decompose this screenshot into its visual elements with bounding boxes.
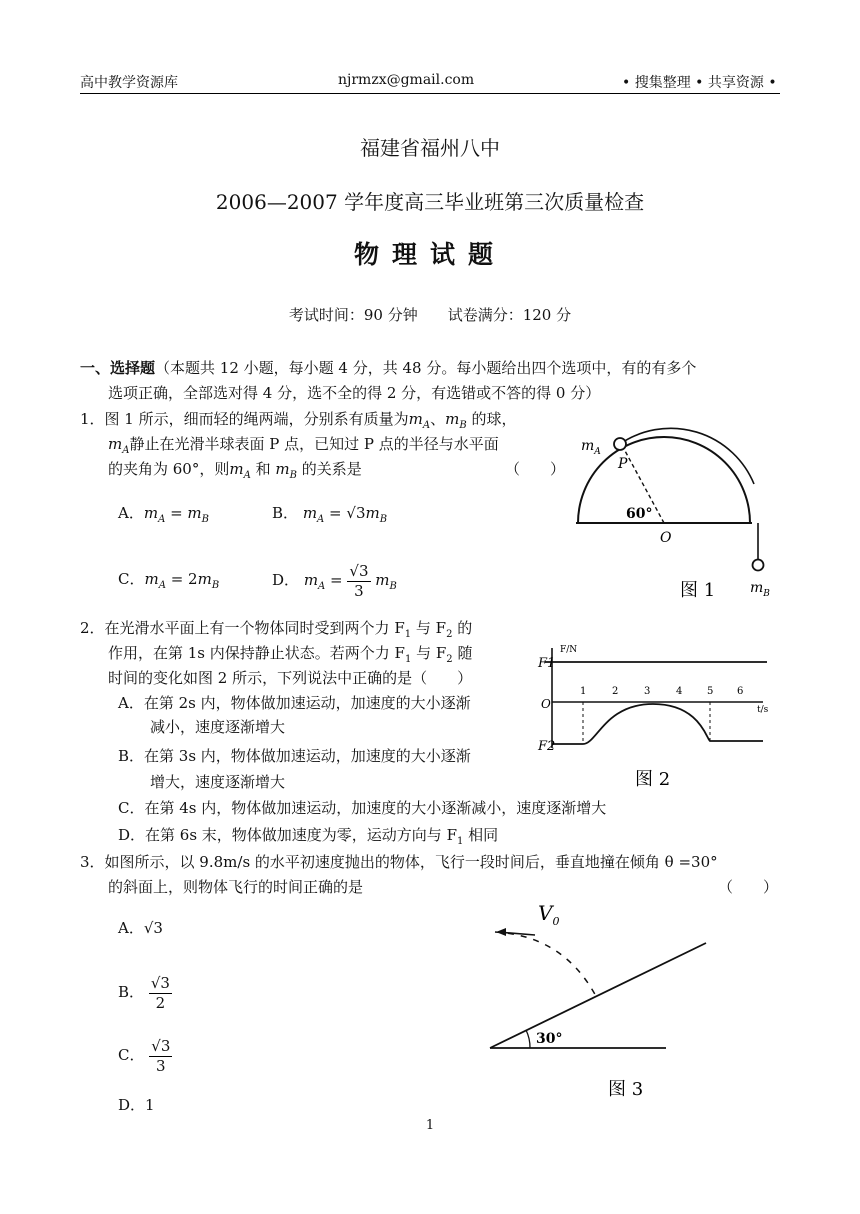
ball-b xyxy=(753,560,764,571)
q1-opt-c-label: C． xyxy=(118,570,145,588)
tick-6: 6 xyxy=(737,686,744,697)
q3-opt-c-label: C． xyxy=(118,1046,145,1064)
label-angle: 60° xyxy=(626,506,653,522)
header-right: • 搜集整理 • 共享资源 • xyxy=(622,75,777,91)
header-email: njrmzx@gmail.com xyxy=(338,72,475,88)
tick-4: 4 xyxy=(676,686,683,697)
q2-option-c: C．在第 4s 内，物体做加速运动，加速度的大小逐渐减小，速度逐渐增大 xyxy=(118,799,607,817)
fraction-sqrt3-over-2: $\frac{√3}{2}$ xyxy=(150,973,170,1012)
label-angle-30: 30° xyxy=(536,1031,563,1047)
q1-opt-d-label: D． xyxy=(272,571,300,589)
q1-opt-a-label: A． xyxy=(118,504,144,522)
figure-3 xyxy=(480,895,720,1105)
label-v0: $V_0$ xyxy=(538,901,560,928)
header-rule xyxy=(80,93,780,94)
angle-arc xyxy=(526,1030,530,1048)
q2-option-a-line2: 减小，速度逐渐增大 xyxy=(150,718,286,736)
q1-line1: 1．图 1 所示，细而轻的绳两端，分别系有质量为$m_A$、$m_B$ 的球， xyxy=(80,410,517,431)
tick-2: 2 xyxy=(612,686,619,697)
label-f1: F1 xyxy=(538,656,556,671)
q1-option-a: A．$m_A = m_B$ xyxy=(118,504,210,525)
q2-text2: 作用，在第 1s 内保持静止状态。若两个力 F xyxy=(108,644,405,662)
q2-line3: 时间的变化如图 2 所示，下列说法中正确的是（ ） xyxy=(108,669,473,687)
label-ma: $m_A$ xyxy=(581,438,601,457)
q3-line2: 的斜面上，则物体飞行的时间正确的是 xyxy=(108,878,364,896)
label-x-axis: t/s xyxy=(757,705,769,715)
section-instructions-line1 xyxy=(80,358,696,378)
hemisphere-outline xyxy=(568,420,578,523)
q3-line1: 3．如图所示，以 9.8m/s 的水平初速度抛出的物体，飞行一段时间后，垂直地撞在倾角 θ =30° xyxy=(80,853,718,871)
header-left: 高中教学资源库 xyxy=(80,75,178,91)
q3-option-d: D．1 xyxy=(118,1096,155,1114)
q3-option-a: A．√3 xyxy=(118,919,163,937)
subject-title: 物理试题 xyxy=(353,240,506,269)
section-heading: 一、选择题 xyxy=(80,359,156,377)
label-p: P xyxy=(618,456,628,472)
q1-option-d: D． $m_A$ = $\frac{√3}{3}$ $m_B$ xyxy=(272,561,397,600)
figure-2 xyxy=(535,640,775,790)
q1-text3b: 的关系是 xyxy=(301,460,362,478)
exam-info: 考试时间：90 分钟 试卷满分：120 分 xyxy=(288,306,572,324)
tick-3: 3 xyxy=(644,686,651,697)
q2-option-a-line1: A．在第 2s 内，物体做加速运动，加速度的大小逐渐 xyxy=(118,694,471,712)
figure-1 xyxy=(568,420,798,600)
label-o: O xyxy=(660,530,672,546)
figure-1-caption: 图 1 xyxy=(680,580,716,600)
ball-a xyxy=(614,438,626,450)
arrow-head xyxy=(496,928,506,936)
q2-option-b-line2: 增大，速度逐渐增大 xyxy=(150,773,286,791)
q1-text1: 1．图 1 所示，细而轻的绳两端，分别系有质量为 xyxy=(80,410,409,428)
fraction-sqrt3-over-3: $\frac{√3}{3}$ xyxy=(349,561,369,600)
tick-1: 1 xyxy=(580,686,587,697)
q1-option-c: C．$m_A = 2m_B$ xyxy=(118,570,220,591)
label-origin: O xyxy=(541,697,551,711)
trajectory xyxy=(495,932,598,1000)
tick-5: 5 xyxy=(707,686,714,697)
q2-opt-d-text: D．在第 6s 末，物体做加速度为零，运动方向与 F xyxy=(118,826,457,844)
q2-line1: 2．在光滑水平面上有一个物体同时受到两个力 $F_1$ 与 $F_2$ 的 xyxy=(80,619,473,640)
q1-text3: 的夹角为 60°，则 xyxy=(108,460,230,478)
q3-opt-a-label: A． xyxy=(118,919,144,937)
q1-answer-bracket: （ ） xyxy=(505,460,566,478)
q1-opt-b-label: B． xyxy=(272,504,299,522)
q1-line3: 的夹角为 60°，则$m_A$ 和 $m_B$ 的关系是 xyxy=(108,460,362,481)
q3-opt-b-label: B． xyxy=(118,983,145,1001)
f2-curve xyxy=(552,704,763,744)
label-f2: F2 xyxy=(538,739,556,754)
q3-option-b xyxy=(118,972,172,1013)
section-instr1: （本题共 12 小题，每小题 4 分，共 48 分。每小题给出四个选项中，有的有多个 xyxy=(155,359,697,377)
exam-title: 2006—2007 学年度高三毕业班第三次质量检查 xyxy=(215,190,645,214)
page-number: 1 xyxy=(425,1118,435,1133)
school-title: 福建省福州八中 xyxy=(360,136,500,160)
rope-arc xyxy=(620,428,754,484)
section-instructions-line2: 选项正确，全部选对得 4 分，选不全的得 2 分，有选错或不答的得 0 分） xyxy=(108,384,601,402)
incline-line xyxy=(490,943,706,1048)
q2-opt-d-end: 相同 xyxy=(468,826,499,844)
figure-3-caption: 图 3 xyxy=(608,1079,644,1100)
q2-line2: 作用，在第 1s 内保持静止状态。若两个力 $F_1$ 与 $F_2$ 随 xyxy=(108,644,473,665)
q2-text1: 2．在光滑水平面上有一个物体同时受到两个力 F xyxy=(80,619,405,637)
q1-line2: $m_A$静止在光滑半球表面 P 点，已知过 P 点的半径与水平面 xyxy=(108,435,499,456)
hemisphere-arc xyxy=(578,437,750,523)
q2-option-b-line1: B．在第 3s 内，物体做加速运动，加速度的大小逐渐 xyxy=(118,747,471,765)
label-mb: $m_B$ xyxy=(750,580,770,599)
q1-option-b: B． $m_A = √3m_B$ xyxy=(272,504,388,525)
q2-option-d: D．在第 6s 末，物体做加速度为零，运动方向与 $F_1$ 相同 xyxy=(118,826,499,847)
q3-answer-bracket: （ ） xyxy=(718,878,779,896)
q1-text2: 静止在光滑半球表面 P 点，已知过 P 点的半径与水平面 xyxy=(129,435,499,453)
label-y-axis: F/N xyxy=(560,645,578,655)
q3-option-c xyxy=(118,1035,172,1076)
figure-2-caption: 图 2 xyxy=(635,769,671,790)
fraction-sqrt3-over-3-b: $\frac{√3}{3}$ xyxy=(151,1036,171,1075)
